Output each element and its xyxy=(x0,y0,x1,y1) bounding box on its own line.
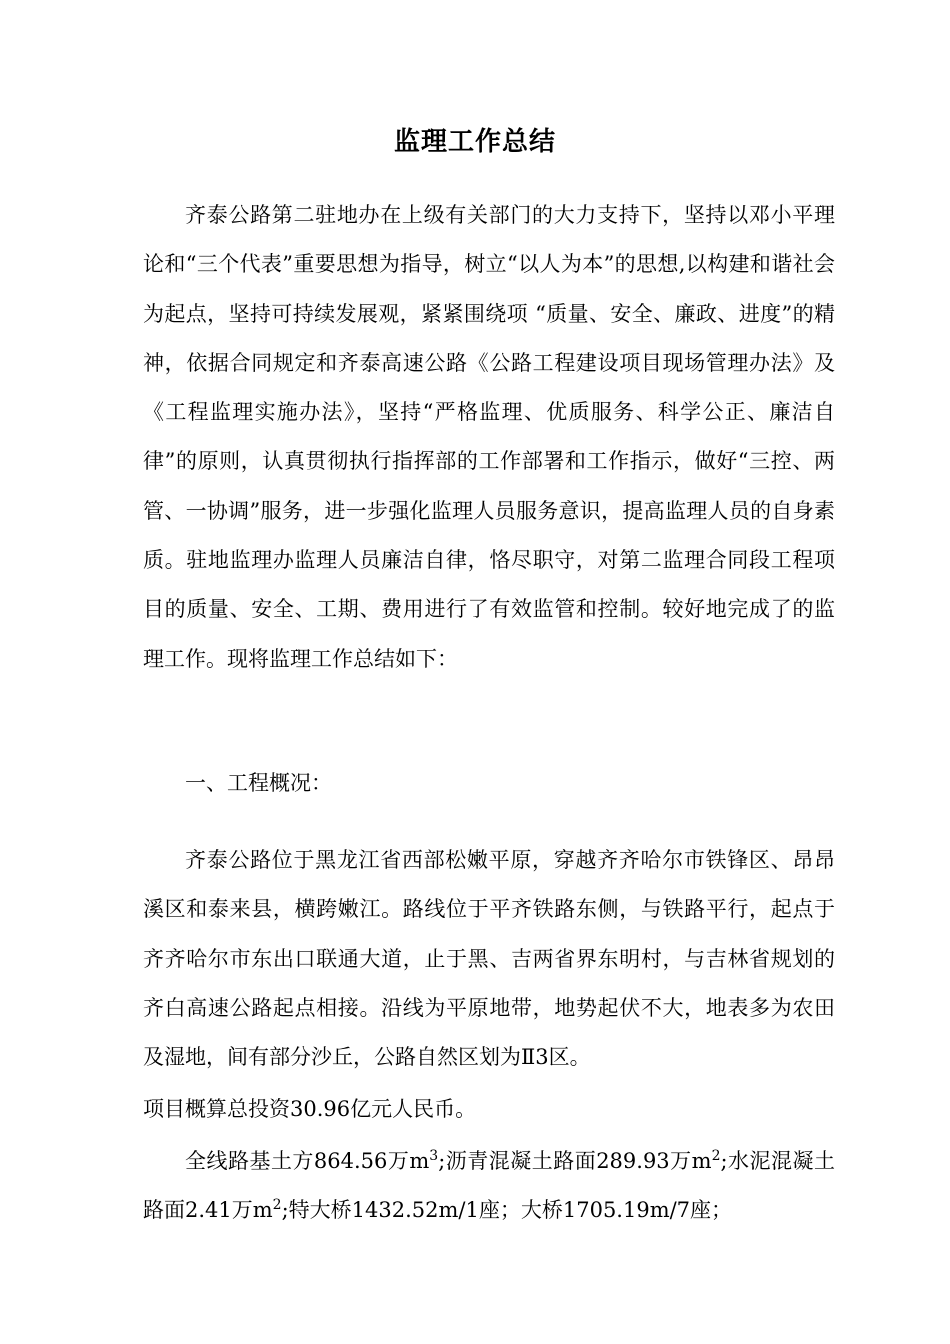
quantities-paragraph xyxy=(143,1137,835,1235)
section-heading: 一、工程概况： xyxy=(185,771,332,795)
investment-line: 项目概算总投资30.96亿元人民币。 xyxy=(143,1097,477,1121)
intro-paragraph: 齐泰公路第二驻地办在上级有关部门的大力支持下，坚持以邓小平理论和“三个代表”重要思想为指导，树立“以人为本”的思想,以构建和谐社会为起点，坚持可持续发展观，紧紧围绕项 “质量、安全、廉政、进度”的精神，依据合同规定和齐泰高速公路《公路工程建设项目现场管理办法》及《工程监理实施办法》，坚持“严格监理、优质服务、科学公正、廉洁自律”的原则，认真贯彻执行指挥部的工作部署和工作指示，做好“三控、两管、一协调”服务，进一步强化监理人员服务意识，提高监理人员的自身素质。驻地监理办监理人员廉洁自律，恪尽职守，对第二监理合同段工程项目的质量、安全、工期、费用进行了有效监管和控制。较好地完成了的监理工作。现将监理工作总结如下： xyxy=(143,203,835,671)
quantities-sup-2: 2 xyxy=(711,1148,721,1164)
quantities-sup-1: 3 xyxy=(429,1148,439,1164)
quantities-part-1: 全线路基土方864.56万m xyxy=(185,1149,430,1173)
quantities-part-3: ;水泥混凝土路面2.41万m xyxy=(143,1149,835,1222)
quantities-part-4: ;特大桥1432.52m/1座；大桥1705.19m/7座； xyxy=(281,1198,733,1222)
quantities-part-2: ;沥青混凝土路面289.93万m xyxy=(438,1149,712,1173)
document-title: 监理工作总结 xyxy=(393,127,556,157)
overview-paragraph: 齐泰公路位于黑龙江省西部松嫩平原，穿越齐齐哈尔市铁锋区、昂昂溪区和泰来县，横跨嫩江。路线位于平齐铁路东侧，与铁路平行，起点于齐齐哈尔市东出口联通大道，止于黑、吉两省界东明村，与吉林省规划的齐白高速公路起点相接。沿线为平原地带，地势起伏不大，地表多为农田及湿地，间有部分沙丘，公路自然区划为Ⅱ3区。 xyxy=(143,848,835,1070)
quantities-sup-3: 2 xyxy=(272,1197,282,1213)
